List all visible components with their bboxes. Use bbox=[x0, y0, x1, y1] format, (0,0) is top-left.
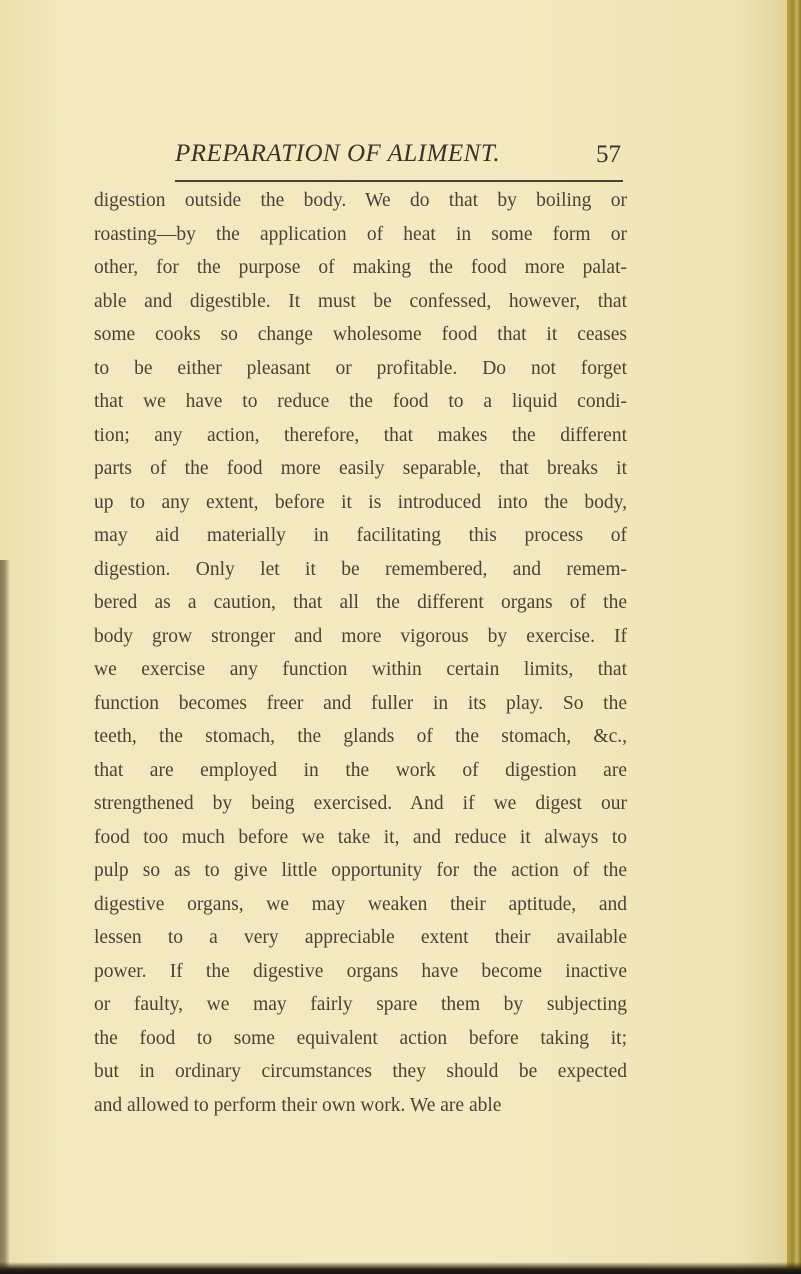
text-line: power. If the digestive organs have become inactive bbox=[94, 960, 627, 982]
text-line: strengthened by being exercised. And if we digest our bbox=[94, 793, 627, 814]
text-line: teeth, the stomach, the glands of the stomach, &c., bbox=[94, 726, 627, 747]
text-line: pulp so as to give little opportunity for the action of the bbox=[94, 860, 627, 881]
page-number: 57 bbox=[596, 141, 621, 168]
text-line: digestive organs, we may weaken their aptitude, and bbox=[94, 893, 627, 915]
text-line: may aid materially in facilitating this process of bbox=[94, 525, 627, 546]
text-line: lessen to a very appreciable extent their available bbox=[94, 927, 627, 948]
text-line: some cooks so change wholesome food that it ceases bbox=[94, 324, 627, 345]
text-line: other, for the purpose of making the food more palat- bbox=[94, 257, 627, 278]
text-line: function becomes freer and fuller in its play. So the bbox=[94, 692, 627, 714]
running-head bbox=[175, 140, 625, 174]
running-head-title: PREPARATION OF ALIMENT. bbox=[175, 140, 501, 167]
text-line: digestion outside the body. We do that by boiling or bbox=[94, 190, 627, 211]
body-paragraph bbox=[94, 184, 627, 1122]
text-line: tion; any action, therefore, that makes the different bbox=[94, 424, 627, 446]
text-line: roasting—by the application of heat in some form or bbox=[94, 223, 627, 245]
text-line: to be either pleasant or profitable. Do not forget bbox=[94, 357, 627, 379]
text-line: and allowed to perform their own work. We are able bbox=[94, 1094, 502, 1116]
text-line: we exercise any function within certain limits, that bbox=[94, 659, 627, 680]
text-line: parts of the food more easily separable, that breaks it bbox=[94, 458, 627, 479]
text-line: able and digestible. It must be confessed, however, that bbox=[94, 290, 627, 312]
text-line: digestion. Only let it be remembered, and remem- bbox=[94, 558, 627, 580]
text-line: food too much before we take it, and reduce it always to bbox=[94, 826, 627, 848]
text-line: up to any extent, before it is introduced into the body, bbox=[94, 491, 627, 513]
page-shadow-left bbox=[0, 560, 10, 1274]
text-line: that we have to reduce the food to a liquid condi- bbox=[94, 391, 627, 412]
text-line: the food to some equivalent action before taking it; bbox=[94, 1027, 627, 1049]
page-shadow-bottom bbox=[0, 1262, 801, 1274]
text-line: but in ordinary circumstances they should be expected bbox=[94, 1061, 627, 1082]
text-line: body grow stronger and more vigorous by exercise. If bbox=[94, 625, 627, 647]
book-spine-edge bbox=[787, 0, 801, 1274]
text-line: that are employed in the work of digestion are bbox=[94, 759, 627, 781]
text-line: bered as a caution, that all the different organs of the bbox=[94, 592, 627, 613]
text-line: or faulty, we may fairly spare them by subjecting bbox=[94, 994, 627, 1015]
header-rule bbox=[175, 180, 623, 182]
